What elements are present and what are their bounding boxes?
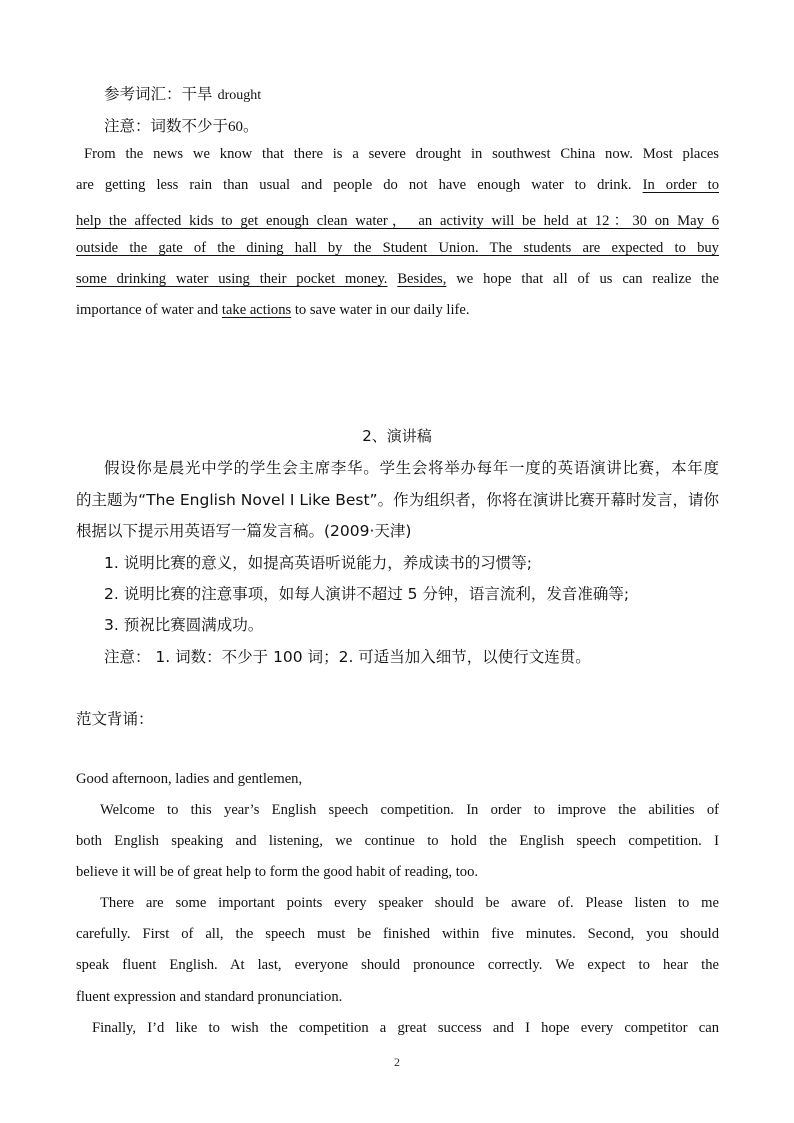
model-p2-line-4: fluent expression and standard pronunciation.	[76, 989, 343, 1005]
model-p1-line-2: both English speaking and listening, we continue to hold the English speech competition. I	[76, 833, 719, 849]
prompt-item-2: 2. 说明比赛的注意事项，如每人演讲不超过 5 分钟，语言流利，发音准确等;	[104, 585, 630, 603]
prompt-line-1: 假设你是晨光中学的学生会主席李华。学生会将举办每年一度的英语演讲比赛，本年度	[104, 459, 719, 477]
model-p1-line-1: Welcome to this year’s English speech competition. In order to improve the abilities of	[100, 802, 719, 818]
passage1-line-3: help the affected kids to get enough clean water， an activity will be held at 12：30 on May 6	[76, 213, 719, 229]
page-number: 2	[394, 1055, 400, 1069]
passage1-line-5: some drinking water using their pocket money. Besides, we hope that all of us can realize the	[76, 271, 719, 287]
note-line	[104, 114, 259, 136]
passage1-line-2: are getting less rain than usual and people do not have enough water to drink. In order to	[76, 177, 719, 193]
model-label: 范文背诵：	[76, 710, 154, 728]
model-p1-line-3: believe it will be of great help to form the good habit of reading, too.	[76, 864, 479, 880]
passage1-line-1: From the news we know that there is a severe drought in southwest China now. Most places	[84, 146, 719, 162]
vocab-label: 参考词汇：干旱	[104, 85, 213, 103]
prompt-line-2: 的主题为“The English Novel I Like Best”。作为组织者，你将在演讲比赛开幕时发言，请你	[76, 491, 719, 509]
section-heading: 2、演讲稿	[362, 427, 432, 445]
prompt-item-3: 3. 预祝比赛圆满成功。	[104, 616, 264, 634]
passage1-line-4: outside the gate of the dining hall by the Student Union. The students are expected to buy	[76, 240, 719, 256]
model-p2-line-1: There are some important points every speaker should be aware of. Please listen to me	[100, 895, 719, 911]
model-p2-line-3: speak fluent English. At last, everyone should pronounce correctly. We expect to hear the	[76, 957, 719, 973]
model-p2-line-2: carefully. First of all, the speech must be finished within five minutes. Second, you should	[76, 926, 719, 942]
model-p3-line-1: Finally, I’d like to wish the competition a great success and I hope every competitor can	[92, 1020, 719, 1036]
vocab-word: drought	[217, 88, 262, 103]
note-number: 60	[228, 119, 244, 135]
vocab-line	[104, 82, 261, 104]
prompt-note: 注意： 1. 词数：不少于 100 词；2. 可适当加入细节，以使行文连贯。	[104, 648, 591, 666]
passage1-line-6: importance of water and take actions to save water in our daily life.	[76, 302, 470, 318]
prompt-line-3: 根据以下提示用英语写一篇发言稿。(2009·天津)	[76, 522, 412, 540]
note-end: 。	[243, 117, 259, 135]
prompt-item-1: 1. 说明比赛的意义，如提高英语听说能力，养成读书的习惯等;	[104, 554, 532, 572]
model-greeting: Good afternoon, ladies and gentlemen,	[76, 771, 303, 787]
note-label: 注意：词数不少于	[104, 117, 229, 135]
underlined-text: In order to	[642, 177, 719, 193]
